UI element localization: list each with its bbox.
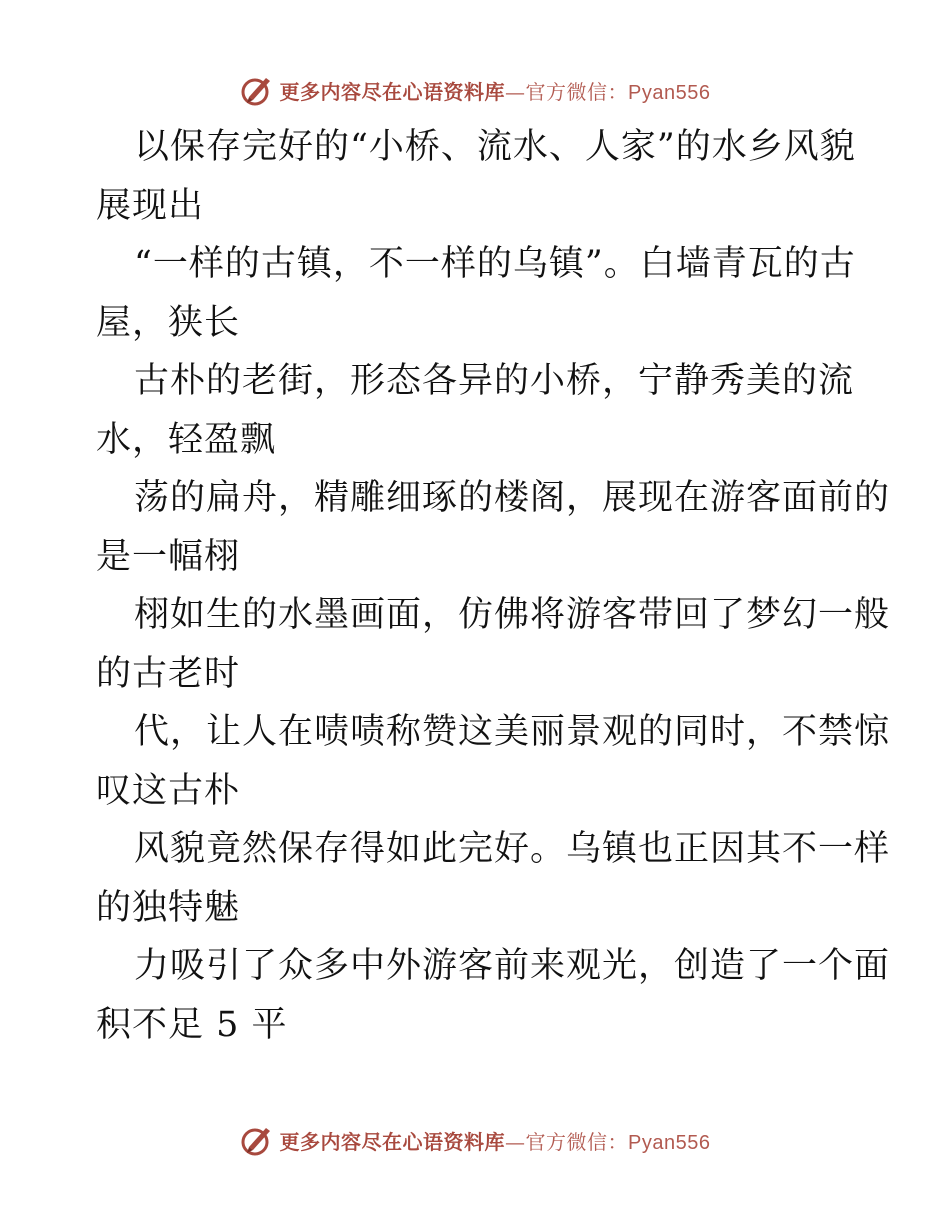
body-line: 是一幅栩 [96,536,241,577]
header-separator: — [505,79,526,104]
header-banner [0,70,950,110]
body-line: 的独特魅 [96,887,241,928]
document-body [96,118,891,1054]
body-line: 力吸引了众多中外游客前来观光，创造了一个面 [134,946,891,986]
header-banner-text [280,76,711,105]
header-wechat-label: 官方微信： [525,79,629,104]
body-line: “一样的古镇，不一样的乌镇”。白墙青瓦的古 [134,244,856,284]
body-line: 展现出 [96,185,205,226]
body-line: 积不足 5 平 [96,1004,288,1045]
footer-wechat-id: Pyan556 [628,1131,711,1154]
footer-banner-inner [240,1123,711,1157]
footer-banner-text [280,1126,711,1155]
body-line: 古朴的老街，形态各异的小桥，宁静秀美的流 [134,361,855,401]
header-wechat-id: Pyan556 [628,81,711,104]
body-line: 风貌竟然保存得如此完好。乌镇也正因其不一样 [134,829,891,869]
body-line: 的古老时 [96,653,241,694]
body-line: 荡的扁舟，精雕细琢的楼阁，展现在游客面前的 [134,478,891,518]
body-line: 叹这古朴 [96,770,241,811]
body-line: 屋，狭长 [96,302,241,343]
header-banner-inner [240,73,711,107]
body-line: 以保存完好的“小桥、流水、人家”的水乡风貌 [134,127,856,167]
body-line: 水，轻盈飘 [96,419,277,460]
footer-wechat-label: 官方微信： [525,1129,629,1154]
header-brand-text: 更多内容尽在心语资料库 [279,79,506,104]
body-line: 代，让人在啧啧称赞这美丽景观的同时，不禁惊 [134,712,891,752]
body-line: 栩如生的水墨画面，仿佛将游客带回了梦幻一般 [134,595,891,635]
footer-separator: — [505,1129,526,1154]
footer-banner [0,1120,950,1160]
quill-pen-logo-icon [240,1123,274,1157]
quill-pen-logo-icon [240,73,274,107]
footer-brand-text: 更多内容尽在心语资料库 [279,1129,506,1154]
